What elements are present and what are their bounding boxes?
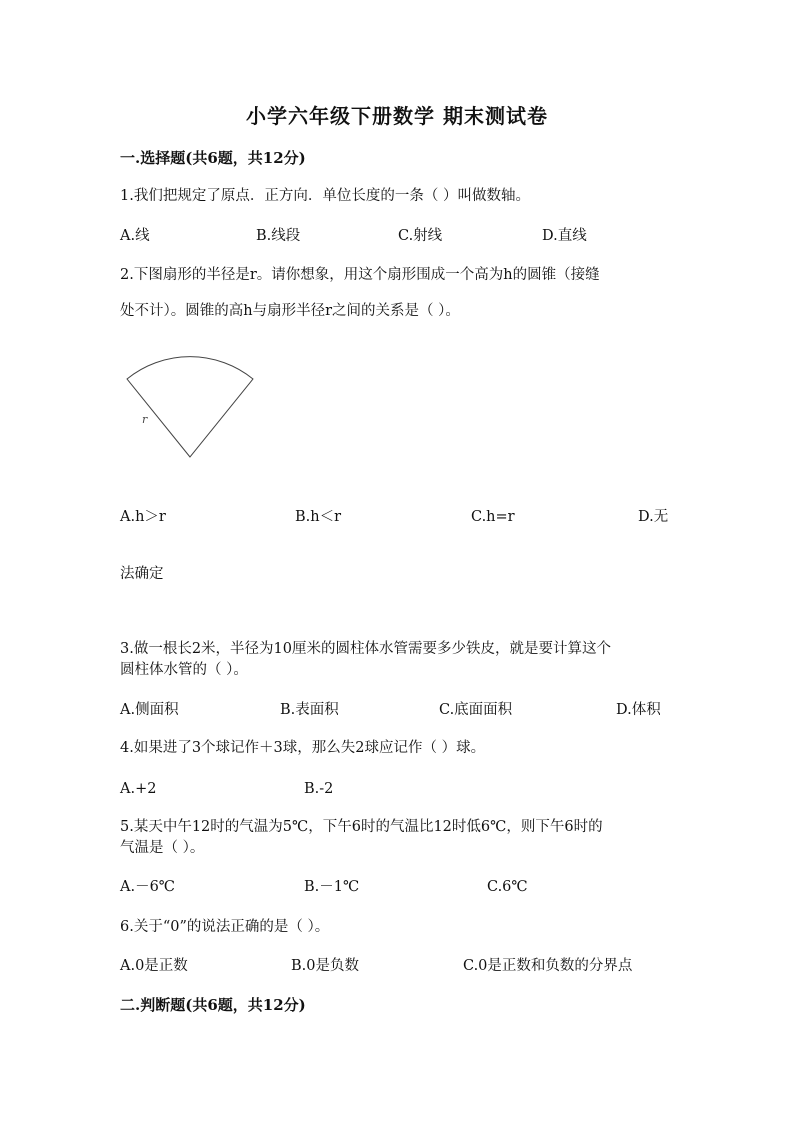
question-2-option-a: A.h＞r <box>120 509 166 525</box>
sector-shape <box>127 357 253 457</box>
section-heading-judgment: 二.判断题(共6题，共12分) <box>120 996 306 1014</box>
question-4-option-a: A.+2 <box>120 781 157 797</box>
sector-figure <box>120 355 260 465</box>
question-5-option-a: A.－6℃ <box>120 879 176 895</box>
question-2-option-c: C.h=r <box>471 509 515 525</box>
question-6-option-c: C.0是正数和负数的分界点 <box>463 958 633 974</box>
question-3-option-c: C.底面面积 <box>439 702 513 718</box>
question-1-option-c: C.射线 <box>398 228 443 244</box>
question-3-option-b: B.表面积 <box>280 702 339 718</box>
question-4-stem: 4.如果进了3个球记作＋3球，那么失2球应记作（ ）球。 <box>120 740 486 756</box>
question-1-option-d: D.直线 <box>542 228 587 244</box>
question-3-stem-line-1: 3.做一根长2米，半径为10厘米的圆柱体水管需要多少铁皮，就是要计算这个 <box>120 641 612 657</box>
question-2-option-d: D.无 <box>638 509 669 525</box>
question-3-option-d: D.体积 <box>616 702 661 718</box>
question-1-option-a: A.线 <box>120 228 150 244</box>
question-6-stem: 6.关于“0”的说法正确的是（ ）。 <box>120 919 330 935</box>
question-1-stem: 1.我们把规定了原点．正方向．单位长度的一条（ ）叫做数轴。 <box>120 188 530 204</box>
page-title: 小学六年级下册数学 期末测试卷 <box>246 104 548 128</box>
question-5-stem-line-1: 5.某天中午12时的气温为5℃，下午6时的气温比12时低6℃，则下午6时的 <box>120 819 603 835</box>
question-4-option-b: B.-2 <box>304 781 334 797</box>
question-5-stem-line-2: 气温是（ ）。 <box>120 840 205 856</box>
question-6-option-a: A.0是正数 <box>120 958 188 974</box>
sector-radius-label: r <box>142 413 148 426</box>
question-2-option-b: B.h＜r <box>295 509 342 525</box>
question-1-option-b: B.线段 <box>256 228 301 244</box>
question-2-option-d-wrap: 法确定 <box>120 566 164 582</box>
question-3-stem-line-2: 圆柱体水管的（ ）。 <box>120 662 248 678</box>
question-2-stem-line-2: 处不计）。圆锥的高h与扇形半径r之间的关系是（ ）。 <box>120 303 460 319</box>
question-5-option-c: C.6℃ <box>487 879 528 895</box>
question-5-option-b: B.－1℃ <box>304 879 360 895</box>
question-3-option-a: A.侧面积 <box>120 702 179 718</box>
question-6-option-b: B.0是负数 <box>291 958 359 974</box>
question-2-stem-line-1: 2.下图扇形的半径是r。请你想象，用这个扇形围成一个高为h的圆锥（接缝 <box>120 267 600 283</box>
section-heading-choice: 一.选择题(共6题，共12分) <box>120 149 306 167</box>
